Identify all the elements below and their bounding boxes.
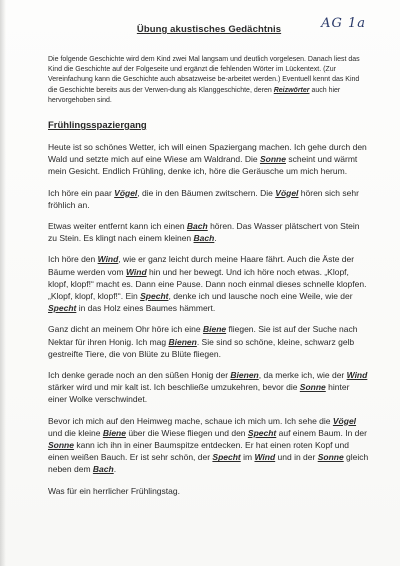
- story-text: hören sich sehr fröhlich an.: [48, 187, 359, 210]
- handwritten-note: AG 1a: [321, 16, 366, 31]
- story-title: Frühlingsspaziergang: [48, 120, 147, 132]
- keyword: Sonne: [48, 440, 74, 451]
- keyword: Vögel: [332, 415, 357, 426]
- intro-highlight: Reizwörter: [273, 86, 310, 94]
- story-paragraph: [48, 141, 370, 178]
- story-text: , die in den Bäumen zwitschern. Die: [137, 187, 276, 198]
- story-text: Etwas weiter entfernt kann ich einen: [48, 221, 187, 232]
- story-paragraph: [48, 369, 370, 406]
- intro-part-2: auch hier hervorgehoben sind.: [48, 86, 341, 104]
- story-paragraph: [48, 415, 370, 476]
- story-text: hin und her bewegt. Und ich höre noch etwas. „Klopf, klopf, klopf!“ macht es. Dann eine Pause. Dann noch einmal dieses schnelle klopfen. „Klopf, klopf, klopf!“. Ein: [48, 266, 367, 302]
- story-text: .: [113, 464, 117, 475]
- keyword: Specht: [140, 291, 169, 302]
- story-text: Was für ein herrlicher Frühlingstag.: [48, 485, 180, 496]
- keyword: Specht: [247, 427, 277, 438]
- keyword: Wind: [346, 370, 368, 381]
- keyword: Biene: [202, 324, 227, 335]
- scan-shadow: [0, 0, 6, 566]
- keyword: Wind: [97, 254, 119, 265]
- keyword: Sonne: [317, 452, 344, 463]
- story-paragraph: [48, 485, 370, 497]
- story-text: , wie er ganz leicht durch meine Haare fährt. Auch die Äste der Bäume werden vom: [48, 254, 355, 277]
- story-text: über die Wiese fliegen und den: [125, 427, 248, 438]
- keyword: Sonne: [259, 154, 286, 165]
- keyword: Specht: [48, 303, 77, 314]
- story-paragraph: [48, 253, 370, 314]
- story-text: in das Holz eines Baumes hämmert.: [76, 303, 216, 314]
- story-text: , denke ich und lausche noch eine Weile, wie der: [168, 291, 353, 302]
- keyword: Bach: [193, 233, 215, 244]
- story-text: hören. Das Wasser plätschert von Stein zu Stein. Es klingt nach einem kleinen: [48, 221, 360, 244]
- story-text: . Sie sind so schöne, kleine, schwarz gelb gestreifte Tiere, die von Blüte zu Blüte fliegen.: [48, 336, 355, 359]
- story-text: fliegen. Sie ist auf der Suche nach Nektar für ihren Honig. Ich mag: [48, 324, 358, 347]
- story-text: hinter einer Wolke verschwindet.: [48, 382, 350, 405]
- story-text: und in der: [275, 452, 318, 463]
- keyword: Bienen: [230, 370, 259, 381]
- keyword: Wind: [125, 266, 147, 277]
- story-text: Ich denke gerade noch an den süßen Honig der: [48, 370, 231, 381]
- story-text: Ich höre den: [48, 254, 98, 265]
- story-text: auf einem Baum. In der: [276, 427, 367, 438]
- story-text: gleich neben dem: [48, 452, 369, 475]
- keyword: Sonne: [299, 382, 326, 393]
- story-text: kann ich ihn in einer Baumspitze entdecken. Er hat einen roten Kopf und einen weißen Bauch. Er ist sehr schön, der: [48, 440, 349, 463]
- intro-part-1: Die folgende Geschichte wird dem Kind zwei Mal langsam und deutlich vorgelesen. Danach liest das Kind die Geschichte auf der Folgeseite und ergänzt die fehlenden Wörter im Lückentext. (Zur Vereinfachung kann die Geschichte auch absatzweise be-arbeitet werden.) Eventuell kennt das Kind die Geschichte bereits aus der Verwen-dung als Klanggeschichte, deren: [48, 56, 360, 94]
- intro-text: [48, 55, 370, 106]
- story-text: Heute ist so schönes Wetter, ich will einen Spaziergang machen. Ich gehe durch den Wald und setzte mich auf eine Wiese am Waldrand. Die: [48, 142, 367, 165]
- keyword: Bach: [186, 221, 208, 232]
- story-body: [48, 141, 370, 497]
- story-text: Ganz dicht an meinem Ohr höre ich eine: [48, 324, 203, 335]
- story-text: scheint und wärmt mein Gesicht. Endlich Frühling, denke ich, höre die Geräusche um mich herum.: [48, 154, 358, 177]
- story-text: im: [240, 452, 255, 463]
- story-paragraph: [48, 187, 370, 211]
- story-paragraph: [48, 323, 370, 360]
- keyword: Specht: [212, 452, 241, 463]
- story-text: Ich höre ein paar: [48, 187, 115, 198]
- story-text: und die kleine: [48, 427, 103, 438]
- keyword: Bach: [92, 464, 114, 475]
- page-title: Übung akustisches Gedächtnis: [136, 24, 282, 35]
- keyword: Bienen: [168, 336, 197, 347]
- keyword: Biene: [102, 427, 126, 438]
- story-text: .: [214, 233, 217, 244]
- story-text: Bevor ich mich auf den Heimweg mache, schaue ich mich um. Ich sehe die: [48, 415, 333, 426]
- keyword: Vögel: [114, 187, 138, 198]
- story-text: , da merke ich, wie der: [258, 370, 347, 381]
- keyword: Wind: [254, 452, 276, 463]
- keyword: Vögel: [275, 187, 299, 198]
- story-paragraph: [48, 220, 370, 244]
- story-text: stärker wird und mir kalt ist. Ich beschließe umzukehren, bevor die: [48, 382, 300, 393]
